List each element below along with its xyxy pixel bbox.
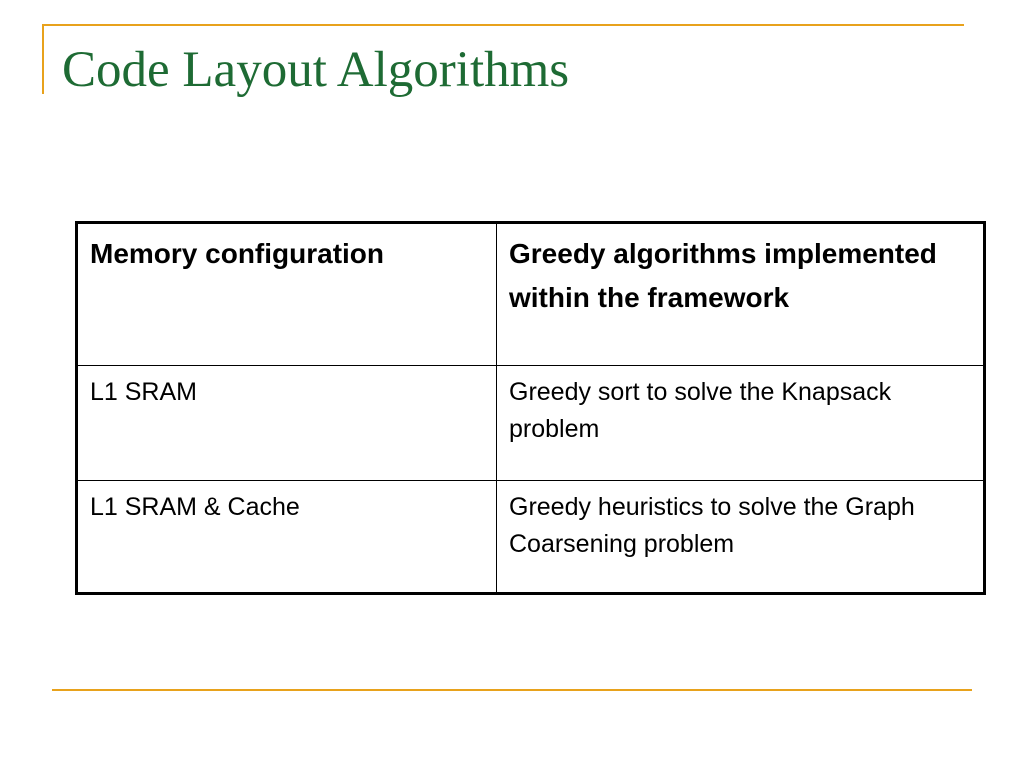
cell-greedy-algorithm: Greedy sort to solve the Knapsack problem (497, 366, 985, 481)
header-memory-configuration: Memory configuration (77, 223, 497, 366)
table-row (77, 366, 985, 481)
frame-top-rule (42, 24, 964, 26)
table-row (77, 481, 985, 594)
slide-title: Code Layout Algorithms (62, 42, 570, 98)
algorithms-table (75, 221, 986, 595)
footer-rule (52, 689, 972, 691)
cell-memory-configuration: L1 SRAM & Cache (77, 481, 497, 594)
table-header-row (77, 223, 985, 366)
header-greedy-algorithms: Greedy algorithms implemented within the framework (497, 223, 985, 366)
cell-greedy-algorithm: Greedy heuristics to solve the Graph Coarsening problem (497, 481, 985, 594)
frame-left-rule (42, 24, 44, 94)
cell-memory-configuration: L1 SRAM (77, 366, 497, 481)
algorithms-table-container (75, 221, 983, 592)
